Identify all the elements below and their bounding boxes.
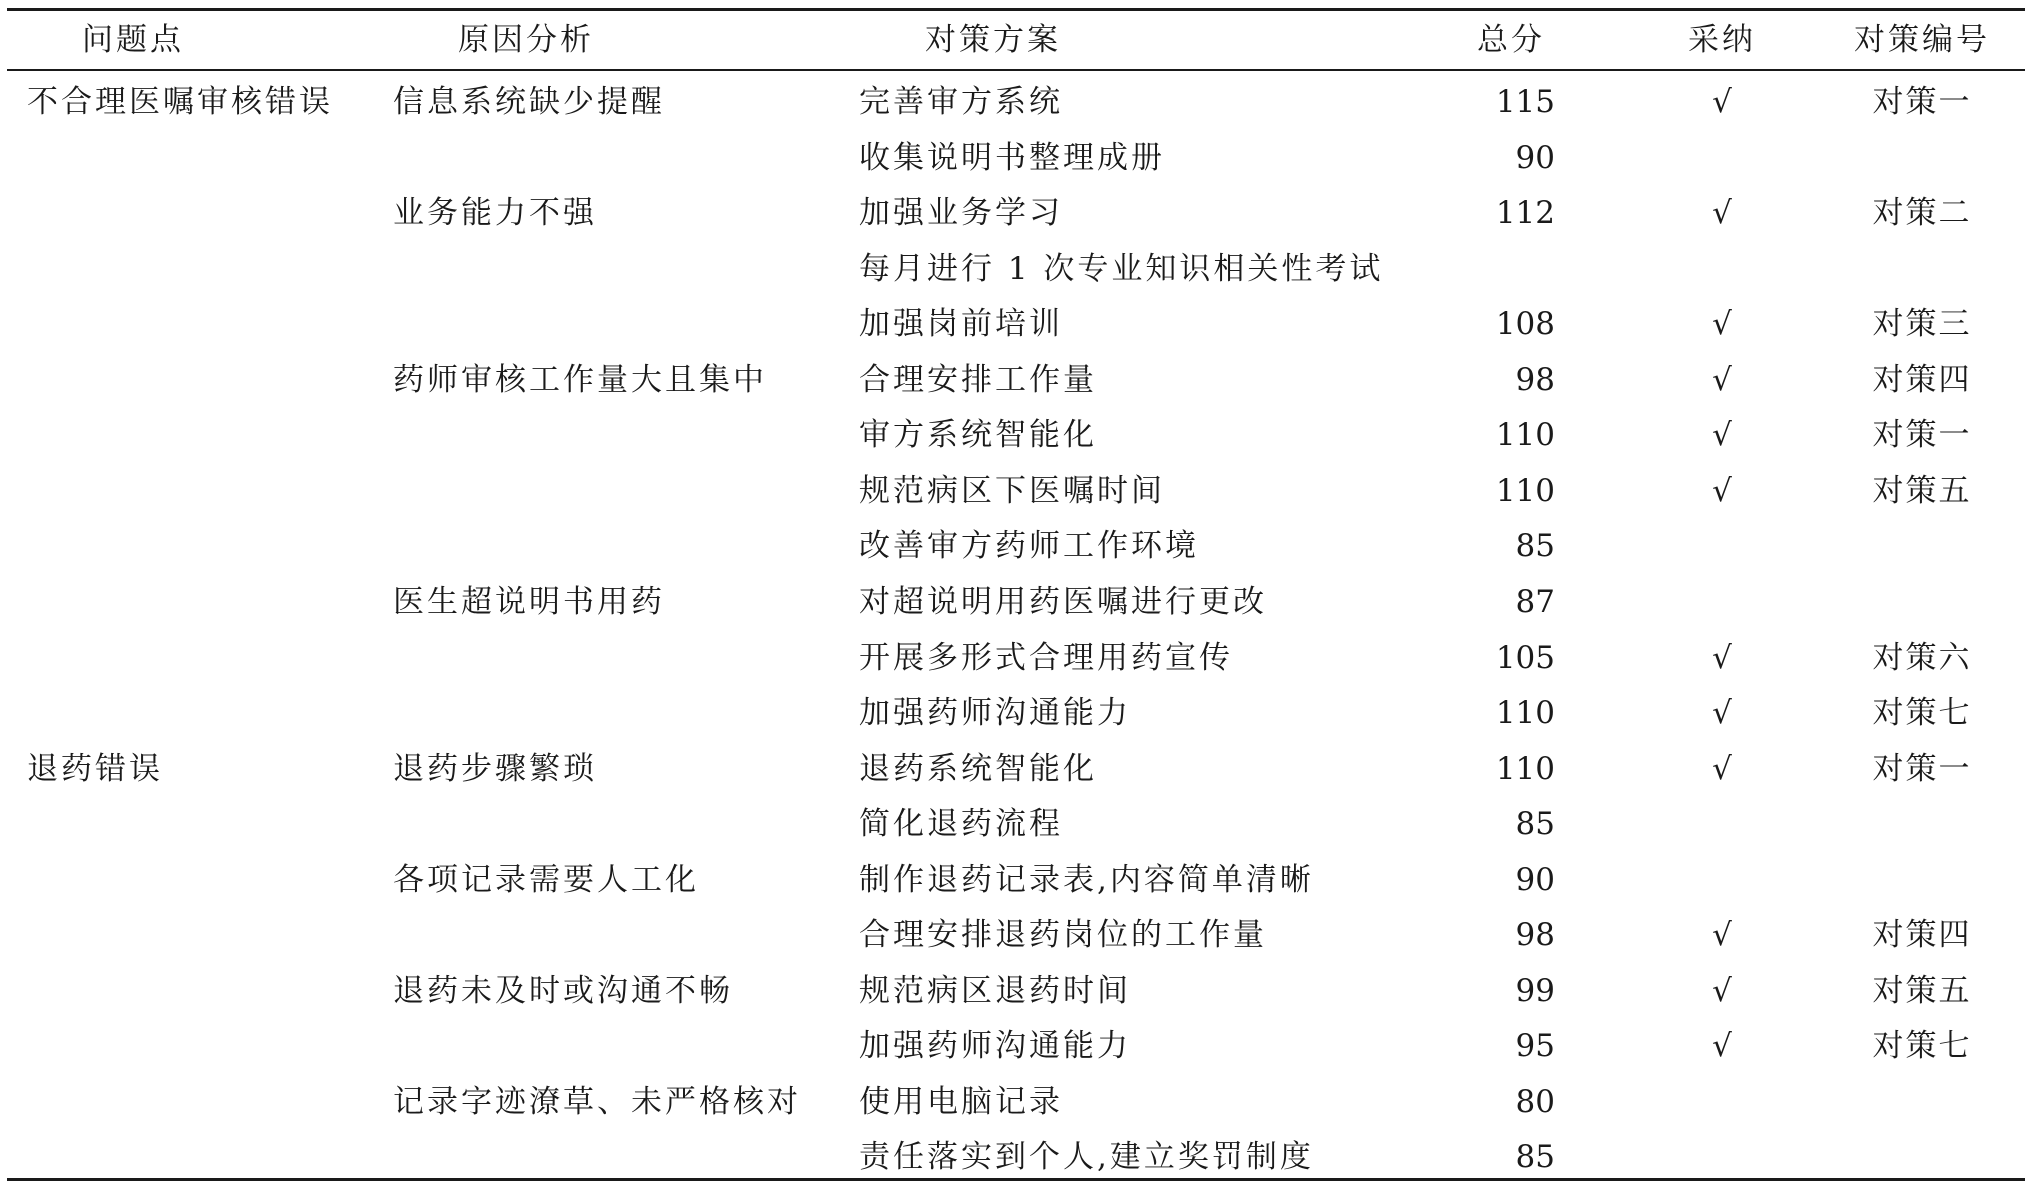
cell-cause: 医生超说明书用药: [393, 584, 665, 620]
cell-adopt: √: [1712, 751, 1732, 787]
cell-score: 87: [1515, 584, 1555, 620]
cell-score: 115: [1495, 84, 1555, 120]
cell-number: [1842, 1074, 2002, 1130]
cell-plan: 审方系统智能化: [859, 417, 1097, 453]
cell-plan: 改善审方药师工作环境: [859, 528, 1199, 564]
cell-score: 105: [1495, 640, 1555, 676]
cell-number: [1842, 574, 2002, 630]
cell-score: 90: [1515, 140, 1555, 176]
cell-score: 110: [1495, 417, 1555, 453]
cell-problem: 不合理医嘱审核错误: [27, 84, 333, 120]
cell-cause: 退药未及时或沟通不畅: [393, 973, 733, 1009]
cell-score: 110: [1495, 473, 1555, 509]
cell-number: 对策四: [1872, 362, 1972, 398]
cell-plan: 开展多形式合理用药宣传: [859, 640, 1233, 676]
header-adopt: 采纳: [1688, 22, 1756, 58]
cell-adopt: [1672, 1074, 1772, 1130]
cell-number: [1842, 852, 2002, 908]
cell-plan: 规范病区退药时间: [859, 973, 1131, 1009]
cell-number: 对策一: [1872, 751, 1972, 787]
header-problem: 问题点: [82, 22, 184, 58]
cell-score: 90: [1515, 862, 1555, 898]
cell-plan: 加强岗前培训: [859, 306, 1063, 342]
cell-number: 对策四: [1872, 917, 1972, 953]
cell-score: 85: [1515, 1139, 1555, 1175]
cell-score: [1435, 241, 1555, 297]
cell-adopt: [1672, 574, 1772, 630]
cell-number: 对策五: [1872, 473, 1972, 509]
cell-adopt: [1672, 1129, 1772, 1185]
cell-plan: 合理安排退药岗位的工作量: [859, 917, 1267, 953]
cell-adopt: √: [1712, 1028, 1732, 1064]
header-plan: 对策方案: [925, 22, 1061, 58]
cell-plan: 合理安排工作量: [859, 362, 1097, 398]
cell-number: 对策二: [1872, 195, 1972, 231]
cell-adopt: √: [1712, 695, 1732, 731]
cell-score: 95: [1515, 1028, 1555, 1064]
cell-adopt: √: [1712, 362, 1732, 398]
cell-score: 99: [1515, 973, 1555, 1009]
cell-score: 85: [1515, 528, 1555, 564]
cell-score: 98: [1515, 362, 1555, 398]
cell-number: 对策七: [1872, 695, 1972, 731]
cell-score: 112: [1495, 195, 1555, 231]
cell-adopt: √: [1712, 473, 1732, 509]
cell-cause: 业务能力不强: [393, 195, 597, 231]
cell-adopt: [1672, 518, 1772, 574]
cell-plan: 收集说明书整理成册: [859, 140, 1165, 176]
cell-plan: 简化退药流程: [859, 806, 1063, 842]
cell-plan: 加强业务学习: [859, 195, 1063, 231]
cell-adopt: √: [1712, 417, 1732, 453]
cell-plan: 退药系统智能化: [859, 751, 1097, 787]
cell-cause: 记录字迹潦草、未严格核对: [393, 1084, 801, 1120]
cell-adopt: [1672, 852, 1772, 908]
cell-problem: 退药错误: [27, 751, 163, 787]
cell-number: 对策三: [1872, 306, 1972, 342]
cell-adopt: [1672, 241, 1772, 297]
cell-plan: 使用电脑记录: [859, 1084, 1063, 1120]
cell-score: 85: [1515, 806, 1555, 842]
cell-number: 对策七: [1872, 1028, 1972, 1064]
cell-plan: 对超说明用药医嘱进行更改: [859, 584, 1267, 620]
cell-plan: 规范病区下医嘱时间: [859, 473, 1165, 509]
cell-score: 80: [1515, 1084, 1555, 1120]
cell-plan: 每月进行 1 次专业知识相关性考试: [859, 251, 1384, 287]
cell-number: [1842, 796, 2002, 852]
cell-number: [1842, 1129, 2002, 1185]
cell-adopt: [1672, 130, 1772, 186]
cell-number: 对策一: [1872, 84, 1972, 120]
cell-number: 对策五: [1872, 973, 1972, 1009]
header-score: 总分: [1477, 22, 1545, 58]
cell-number: [1842, 241, 2002, 297]
cell-plan: 加强药师沟通能力: [859, 1028, 1131, 1064]
table-bottom-rule: [7, 1178, 2025, 1181]
cell-adopt: √: [1712, 973, 1732, 1009]
cell-score: 110: [1495, 751, 1555, 787]
cell-cause: 退药步骤繁琐: [393, 751, 597, 787]
cell-plan: 制作退药记录表,内容简单清晰: [859, 862, 1314, 898]
cell-adopt: √: [1712, 84, 1732, 120]
cell-cause: 药师审核工作量大且集中: [393, 362, 767, 398]
cell-number: [1842, 130, 2002, 186]
cell-score: 110: [1495, 695, 1555, 731]
cell-plan: 责任落实到个人,建立奖罚制度: [859, 1139, 1314, 1175]
cell-number: 对策六: [1872, 640, 1972, 676]
cell-number: [1842, 518, 2002, 574]
cell-adopt: [1672, 796, 1772, 852]
header-cause: 原因分析: [458, 22, 594, 58]
header-number: 对策编号: [1854, 22, 1990, 58]
header-rule: [7, 69, 2025, 71]
cell-cause: 信息系统缺少提醒: [393, 84, 665, 120]
cell-adopt: √: [1712, 917, 1732, 953]
table-top-rule: [7, 8, 2025, 11]
cell-adopt: √: [1712, 195, 1732, 231]
cell-score: 98: [1515, 917, 1555, 953]
cell-plan: 完善审方系统: [859, 84, 1063, 120]
cell-number: 对策一: [1872, 417, 1972, 453]
cell-score: 108: [1495, 306, 1555, 342]
cell-adopt: √: [1712, 306, 1732, 342]
cell-cause: 各项记录需要人工化: [393, 862, 699, 898]
cell-plan: 加强药师沟通能力: [859, 695, 1131, 731]
cell-adopt: √: [1712, 640, 1732, 676]
